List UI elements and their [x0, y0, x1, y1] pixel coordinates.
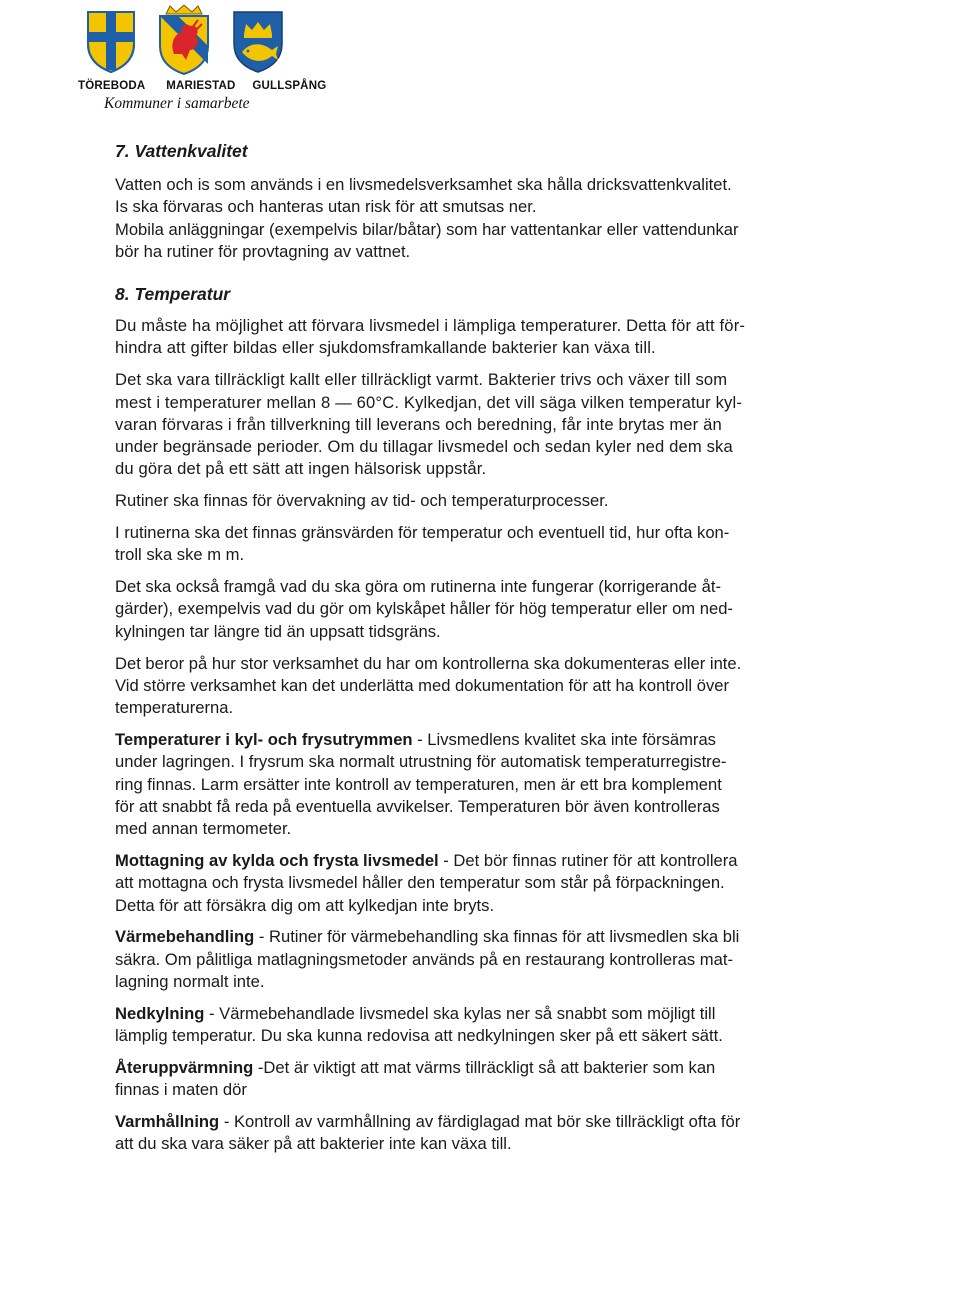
paragraph	[115, 1003, 855, 1048]
paragraph	[115, 850, 855, 917]
text-line: -Det är viktigt att mat värms tillräckligt så att bakterier som kan	[253, 1057, 716, 1077]
municipality-name: MARIESTAD	[166, 80, 236, 92]
text-line: I rutinerna ska det finnas gränsvärden för temperatur och eventuell tid, hur ofta kon-	[115, 523, 730, 543]
paragraph	[115, 174, 855, 263]
text-line: - Livsmedlens kvalitet ska inte försämras	[412, 729, 716, 749]
text-line: Det ska också framgå vad du ska göra om rutinerna inte fungerar (korrigerande åt-	[115, 577, 721, 597]
text-line: Det beror på hur stor verksamhet du har om kontrollerna ska dokumenteras eller inte.	[115, 653, 742, 673]
text-line: för att snabbt få reda på eventuella avvikelser. Temperaturen bör även kontrolleras	[115, 796, 720, 816]
text-line: hindra att gifter bildas eller sjukdomsframkallande bakterier kan växa till.	[115, 338, 656, 358]
paragraph-lead: Nedkylning	[115, 1003, 205, 1023]
text-line: troll ska ske m m.	[115, 545, 245, 565]
text-line: temperaturerna.	[115, 698, 234, 718]
text-line: Rutiner ska finnas för övervakning av tid- och temperaturprocesser.	[115, 491, 609, 511]
paragraph	[115, 1111, 855, 1156]
paragraph	[115, 315, 855, 360]
gullspang-coat-of-arms-icon	[232, 10, 284, 74]
text-line: Is ska förvaras och hanteras utan risk för att smutsas ner.	[115, 197, 537, 217]
text-line: - Värmebehandlade livsmedel ska kylas ner så snabbt som möjligt till	[204, 1003, 716, 1023]
text-line: varan förvaras i från tillverkning till leverans och beredning, får inte brytas mer än	[115, 414, 722, 434]
paragraph	[115, 729, 855, 840]
paragraph-lead: Varmhållning	[115, 1111, 220, 1131]
paragraph	[115, 926, 855, 993]
text-line: - Det bör finnas rutiner för att kontrollera	[438, 850, 738, 870]
paragraph	[115, 653, 855, 720]
text-line: Det ska vara tillräckligt kallt eller tillräckligt varmt. Bakterier trivs och växer till som	[115, 370, 728, 390]
toreboda-coat-of-arms-icon	[86, 10, 136, 74]
text-line: Vatten och is som används i en livsmedelsverksamhet ska hålla dricksvattenkvalitet.	[115, 175, 732, 194]
paragraph	[115, 490, 855, 512]
text-line: under lagringen. I frysrum ska normalt utrustning för automatisk temperaturregistre-	[115, 752, 727, 772]
text-line: säkra. Om pålitliga matlagningsmetoder används på en restaurang kontrolleras mat-	[115, 949, 733, 969]
municipality-names	[78, 80, 327, 92]
text-line: Du måste ha möjlighet att förvara livsmedel i lämpliga temperaturer. Detta för att för-	[115, 316, 746, 336]
text-line: mest i temperaturer mellan 8 — 60°C. Kylkedjan, det vill säga vilken temperatur kyl-	[115, 392, 742, 412]
text-line: ring finnas. Larm ersätter inte kontroll av temperaturen, men är ett bra komplement	[115, 774, 722, 794]
text-line: lagning normalt inte.	[115, 971, 265, 991]
text-line: gärder), exempelvis vad du gör om kylskåpet håller för hög temperatur eller om ned-	[115, 599, 733, 619]
mariestad-coat-of-arms-icon	[156, 4, 212, 76]
municipality-name: TÖREBODA	[78, 80, 146, 92]
text-line: lämplig temperatur. Du ska kunna redovisa att nedkylningen sker på ett säkert sätt.	[115, 1026, 723, 1045]
paragraph	[115, 576, 855, 643]
text-line: du göra det på ett sätt att ingen hälsorisk uppstår.	[115, 459, 487, 479]
paragraph-lead: Temperaturer i kyl- och frysutrymmen	[115, 729, 413, 749]
tagline: Kommuner i samarbete	[104, 95, 250, 112]
section-heading-temperatur: 8. Temperatur	[115, 284, 231, 305]
text-line: kylningen tar längre tid än uppsatt tidsgräns.	[115, 621, 441, 641]
text-line: under begränsade perioder. Om du tillagar livsmedel och sedan kyler ned dem ska	[115, 437, 733, 457]
municipality-name: GULLSPÅNG	[252, 80, 327, 92]
text-line: bör ha rutiner för provtagning av vattnet.	[115, 241, 411, 261]
text-line: - Kontroll av varmhållning av färdiglagad mat bör ske tillräckligt ofta för	[219, 1111, 741, 1131]
paragraph-lead: Återuppvärmning	[115, 1057, 254, 1077]
paragraph	[115, 369, 855, 480]
text-line: med annan termometer.	[115, 819, 292, 839]
text-line: Vid större verksamhet kan det underlätta med dokumentation för att ha kontroll över	[115, 675, 729, 695]
document-body	[115, 140, 855, 1155]
paragraph	[115, 522, 855, 567]
text-line: - Rutiner för värmebehandling ska finnas för att livsmedlen ska bli	[254, 927, 740, 947]
text-line: Mobila anläggningar (exempelvis bilar/båtar) som har vattentankar eller vattendunkar	[115, 219, 739, 239]
paragraph	[115, 1057, 855, 1102]
section-heading-vattenkvalitet: 7. Vattenkvalitet	[115, 141, 248, 161]
text-line: att mottagna och frysta livsmedel håller den temperatur som står på förpackningen.	[115, 873, 725, 893]
paragraph-lead: Mottagning av kylda och frysta livsmedel	[115, 850, 439, 870]
text-line: finnas i maten dör	[115, 1080, 247, 1100]
paragraph-lead: Värmebehandling	[115, 927, 255, 947]
text-line: att du ska vara säker på att bakterier inte kan växa till.	[115, 1134, 512, 1154]
text-line: Detta för att försäkra dig om att kylkedjan inte bryts.	[115, 895, 495, 915]
header-logo	[74, 4, 327, 114]
coat-of-arms-group	[82, 4, 292, 84]
